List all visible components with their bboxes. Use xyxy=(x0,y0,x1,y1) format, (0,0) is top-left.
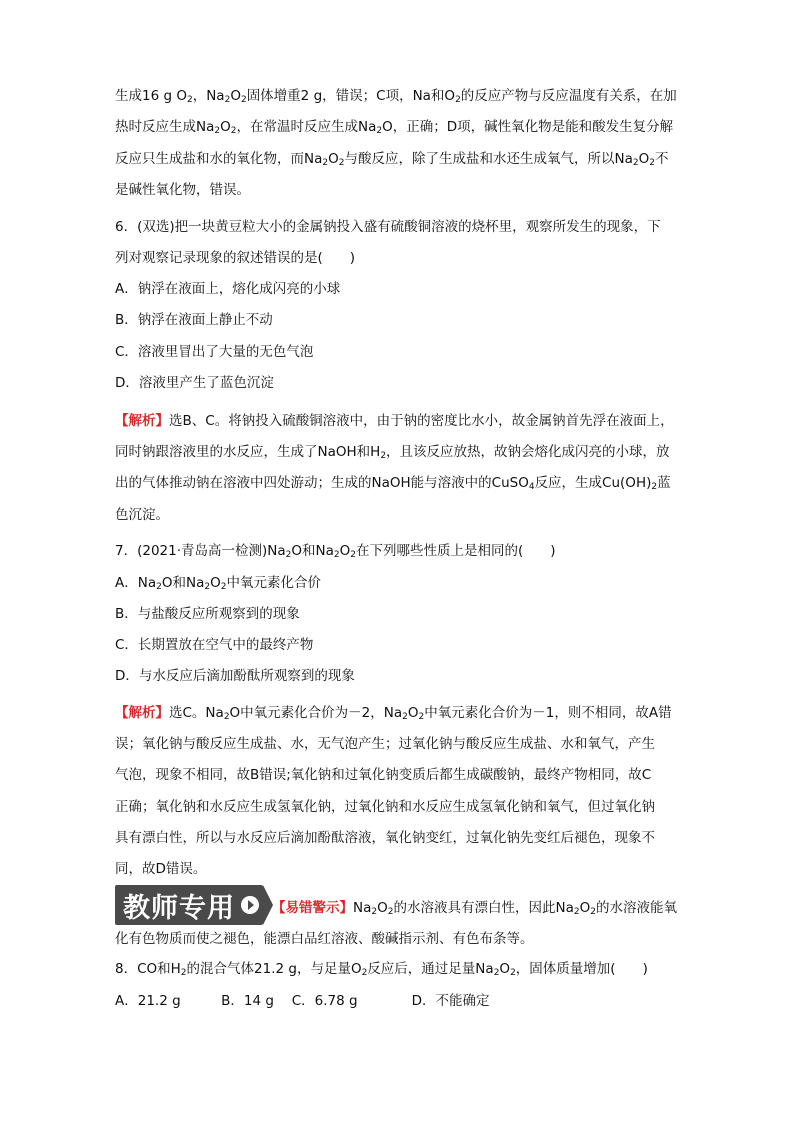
text-line: 热时反应生成$Na_2O_2$，在常温时反应生成$Na_2O$，正确；D项，碱性氧化物是能和酸发生复分解 xyxy=(115,119,674,136)
text-line: 【解析】选B、C。将钠投入硫酸铜溶液中，由于钠的密度比水小，故金属钠首先浮在液面上， xyxy=(115,413,674,429)
text-line: 反应只生成盐和水的氧化物，而$Na_2O_2$与酸反应，除了生成盐和水还生成氧气，所以$Na_2O_2$不 xyxy=(115,151,669,168)
error-warning-note: 【易错警示】$Na_2O_2$的水溶液具有漂白性，因此$Na_2O_2$的水溶液能氧 xyxy=(272,900,677,917)
badge-label: 教师专用 xyxy=(123,892,235,924)
text-line: 【解析】选C。$Na_2O$中氧元素化合价为－2，$Na_2O_2$中氧元素化合价为－1，则不相同，故A错 xyxy=(115,705,672,722)
text-line: 正确；氧化钠和水反应生成氢氧化钠，过氧化钠和水反应生成氢氧化钠和氧气，但过氧化钠 xyxy=(115,799,655,815)
text-line: B．与盐酸反应所观察到的现象 xyxy=(115,606,300,622)
text-line: 误；氧化钠与酸反应生成盐、水，无气泡产生；过氧化钠与酸反应生成盐、水和氧气，产生 xyxy=(115,736,655,752)
play-circle-icon xyxy=(241,896,259,914)
text-line: 出的气体推动钠在溶液中四处游动；生成的NaOH能与溶液中的CuSO$_4$反应，生成$Cu(OH)_2$蓝 xyxy=(115,475,671,492)
text-line: D．与水反应后滴加酚酞所观察到的现象 xyxy=(115,668,355,684)
text-line: B．钠浮在液面上静止不动 xyxy=(115,312,273,328)
text-line: 同时钠跟溶液里的水反应，生成了NaOH和$H_2$，且该反应放热，故钠会熔化成闪亮的小球，放 xyxy=(115,444,670,461)
text-line: 8．CO和$H_2$的混合气体21.2 g，与足量$O_2$反应后，通过足量$Na_2O_2$，固体质量增加( ) xyxy=(115,961,648,978)
text-line: C．长期置放在空气中的最终产物 xyxy=(115,637,314,653)
text-line: C．溶液里冒出了大量的无色气泡 xyxy=(115,344,314,360)
text-line: 化有色物质而使之褪色，能漂白品红溶液、酸碱指示剂、有色布条等。 xyxy=(115,931,534,947)
text-line: 具有漂白性，所以与水反应后滴加酚酞溶液，氧化钠变红，过氧化钠先变红后褪色，现象不 xyxy=(115,830,655,846)
text-line: 生成16 g $O_2$，$Na_2O_2$固体增重2 g，错误；C项，Na和$O_2$的反应产物与反应温度有关系，在加 xyxy=(115,88,677,105)
text-line: A．21.2 g B．14 g C．6.78 g D．不能确定 xyxy=(115,993,490,1009)
text-line: A．$Na_2O$和$Na_2O_2$中氧元素化合价 xyxy=(115,575,321,592)
text-line: 气泡，现象不相同，故B错误;氧化钠和过氧化钠变质后都生成碳酸钠，最终产物相同，故C xyxy=(115,767,652,783)
text-line: 6．(双选)把一块黄豆粒大小的金属钠投入盛有硫酸铜溶液的烧杯里，观察所发生的现象，下 xyxy=(115,219,661,235)
text-line: A．钠浮在液面上，熔化成闪亮的小球 xyxy=(115,281,341,297)
text-line: 是碱性氧化物，错误。 xyxy=(115,182,250,198)
text-line: 同，故D错误。 xyxy=(115,861,207,877)
teacher-only-badge xyxy=(115,885,263,925)
text-line: 7．(2021·青岛高一检测)$Na_2O$和$Na_2O_2$在下列哪些性质上是相同的( ) xyxy=(115,543,556,560)
text-line: 列对观察记录现象的叙述错误的是( ) xyxy=(115,250,356,266)
text-line: 色沉淀。 xyxy=(115,507,169,523)
text-line: D．溶液里产生了蓝色沉淀 xyxy=(115,375,274,391)
